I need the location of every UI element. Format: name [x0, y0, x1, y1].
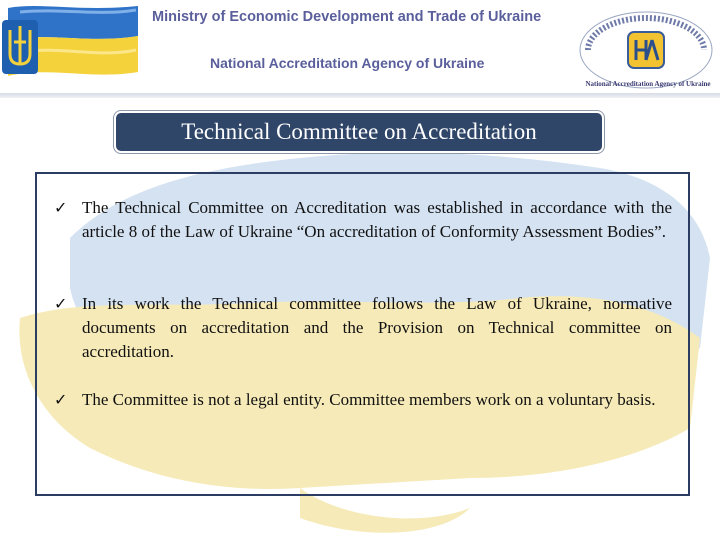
bullet-item: [54, 292, 672, 364]
bullet-item: [54, 196, 672, 244]
slide-title: Technical Committee on Accreditation: [181, 119, 537, 144]
bullet-text: The Technical Committee on Accreditation was established in accordance with the article 8 of the Law of Ukraine “On accreditation of Conformity Assessment Bodies”.: [82, 198, 672, 241]
slide-title-box: [116, 113, 602, 151]
agency-title: National Accreditation Agency of Ukraine: [210, 55, 485, 71]
agency-logo-caption: National Accreditation Agency of Ukraine: [585, 80, 711, 88]
ukraine-flag-with-trident-icon: [0, 2, 142, 80]
checkmark-icon: ✓: [54, 390, 68, 409]
bullet-item: [54, 388, 672, 412]
bullet-text: The Committee is not a legal entity. Committee members work on a voluntary basis.: [82, 390, 656, 409]
header: [0, 0, 720, 96]
bullet-text: In its work the Technical committee follows the Law of Ukraine, normative documents on accreditation and the Provision on Technical committee on accreditation.: [82, 294, 672, 361]
ministry-title: Ministry of Economic Development and Trade of Ukraine: [152, 9, 542, 25]
naau-seal-icon: [576, 10, 716, 90]
checkmark-icon: ✓: [54, 294, 68, 313]
checkmark-icon: ✓: [54, 198, 68, 217]
